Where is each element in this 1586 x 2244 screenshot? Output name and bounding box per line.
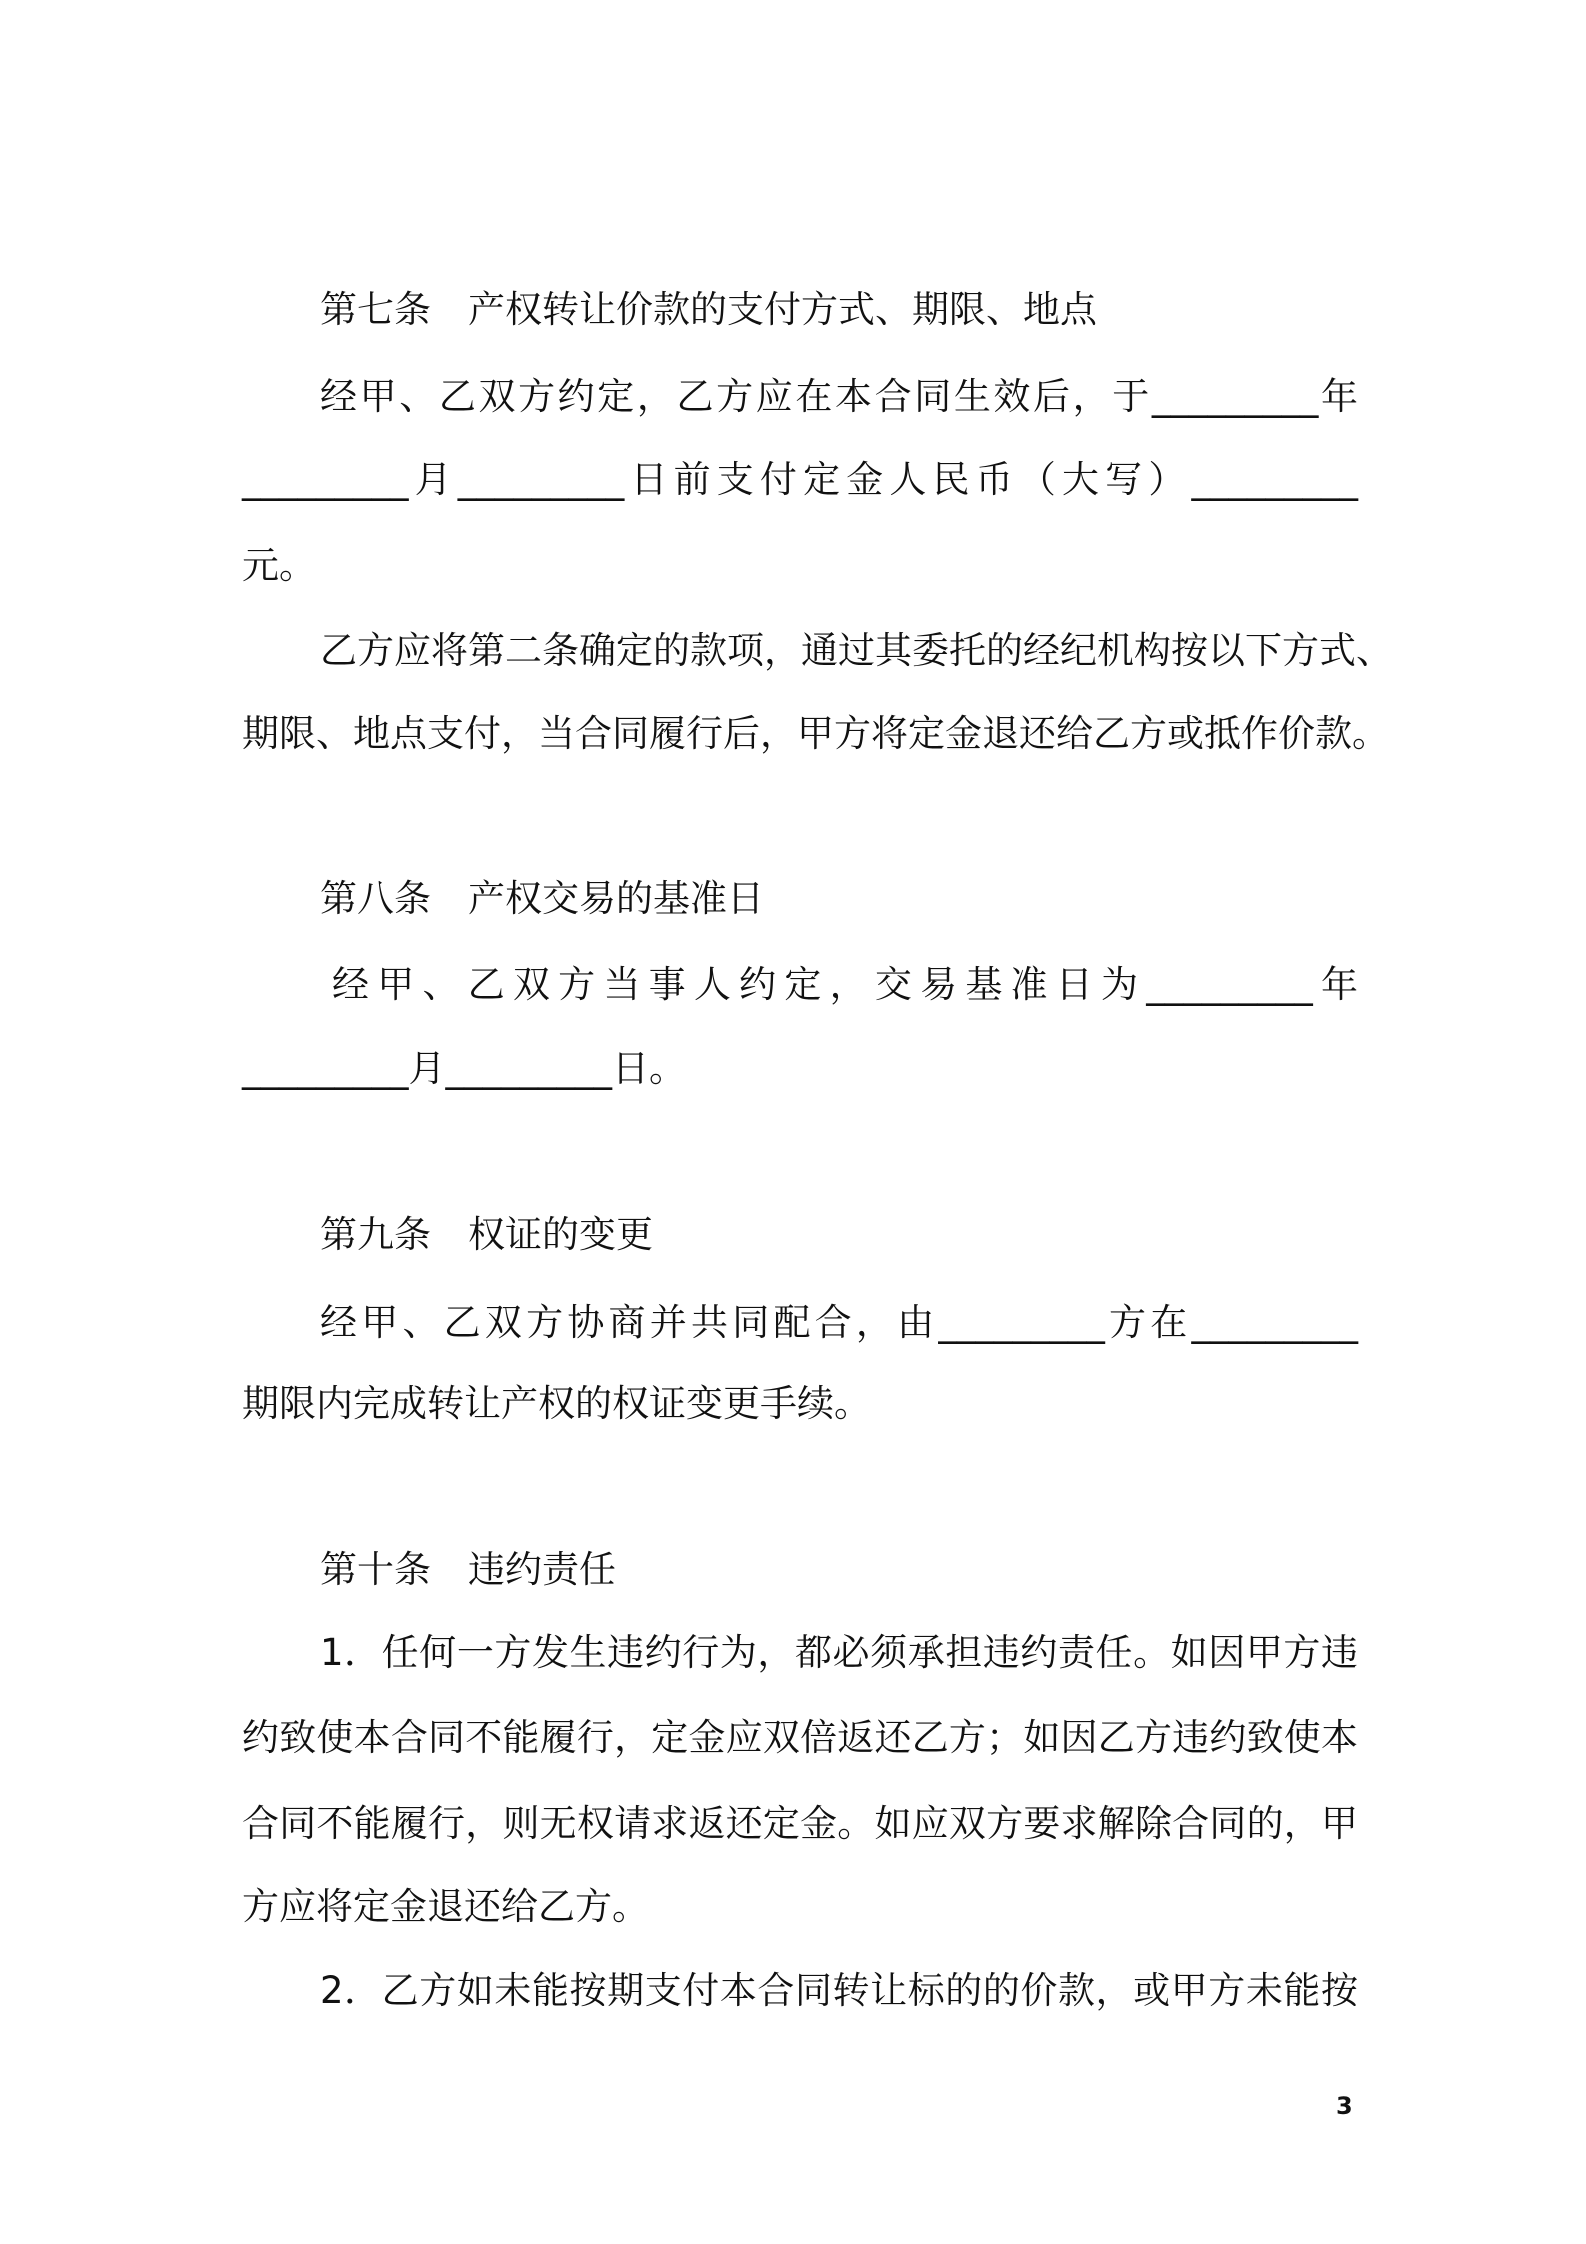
paragraph-line: _________月_________日前支付定金人民币（大写）_________ [242, 458, 1358, 501]
paragraph-line: 约致使本合同不能履行，定金应双倍返还乙方；如因乙方违约致使本 [242, 1716, 1358, 1759]
paragraph-line: 方应将定金退还给乙方。 [242, 1885, 649, 1928]
paragraph-line: 乙方应将第二条确定的款项，通过其委托的经纪机构按以下方式、 [320, 629, 1393, 672]
article-7-heading: 第七条 产权转让价款的支付方式、期限、地点 [320, 288, 1097, 331]
article-9-heading: 第九条 权证的变更 [320, 1213, 653, 1256]
paragraph-line: 元。 [242, 544, 316, 587]
article-10-heading: 第十条 违约责任 [320, 1548, 616, 1591]
article-8-heading: 第八条 产权交易的基准日 [320, 877, 764, 920]
paragraph-line: 合同不能履行，则无权请求返还定金。如应双方要求解除合同的，甲 [242, 1802, 1358, 1845]
paragraph-line: _________月_________日。 [242, 1047, 686, 1090]
paragraph-line: 期限、地点支付，当合同履行后，甲方将定金退还给乙方或抵作价款。 [242, 712, 1389, 755]
paragraph-line: 经甲、乙双方约定，乙方应在本合同生效后，于_________年 [320, 375, 1358, 418]
paragraph-line: 2．乙方如未能按期支付本合同转让标的的价款，或甲方未能按 [320, 1969, 1358, 2012]
paragraph-line: 期限内完成转让产权的权证变更手续。 [242, 1382, 871, 1425]
paragraph-line: 经甲、乙双方协商并共同配合，由_________方在_________ [320, 1301, 1358, 1344]
page-number: 3 [1336, 2092, 1353, 2120]
paragraph-line: 1．任何一方发生违约行为，都必须承担违约责任。如因甲方违 [320, 1631, 1358, 1674]
paragraph-line: 经甲、乙双方当事人约定，交易基准日为_________年 [332, 963, 1358, 1006]
